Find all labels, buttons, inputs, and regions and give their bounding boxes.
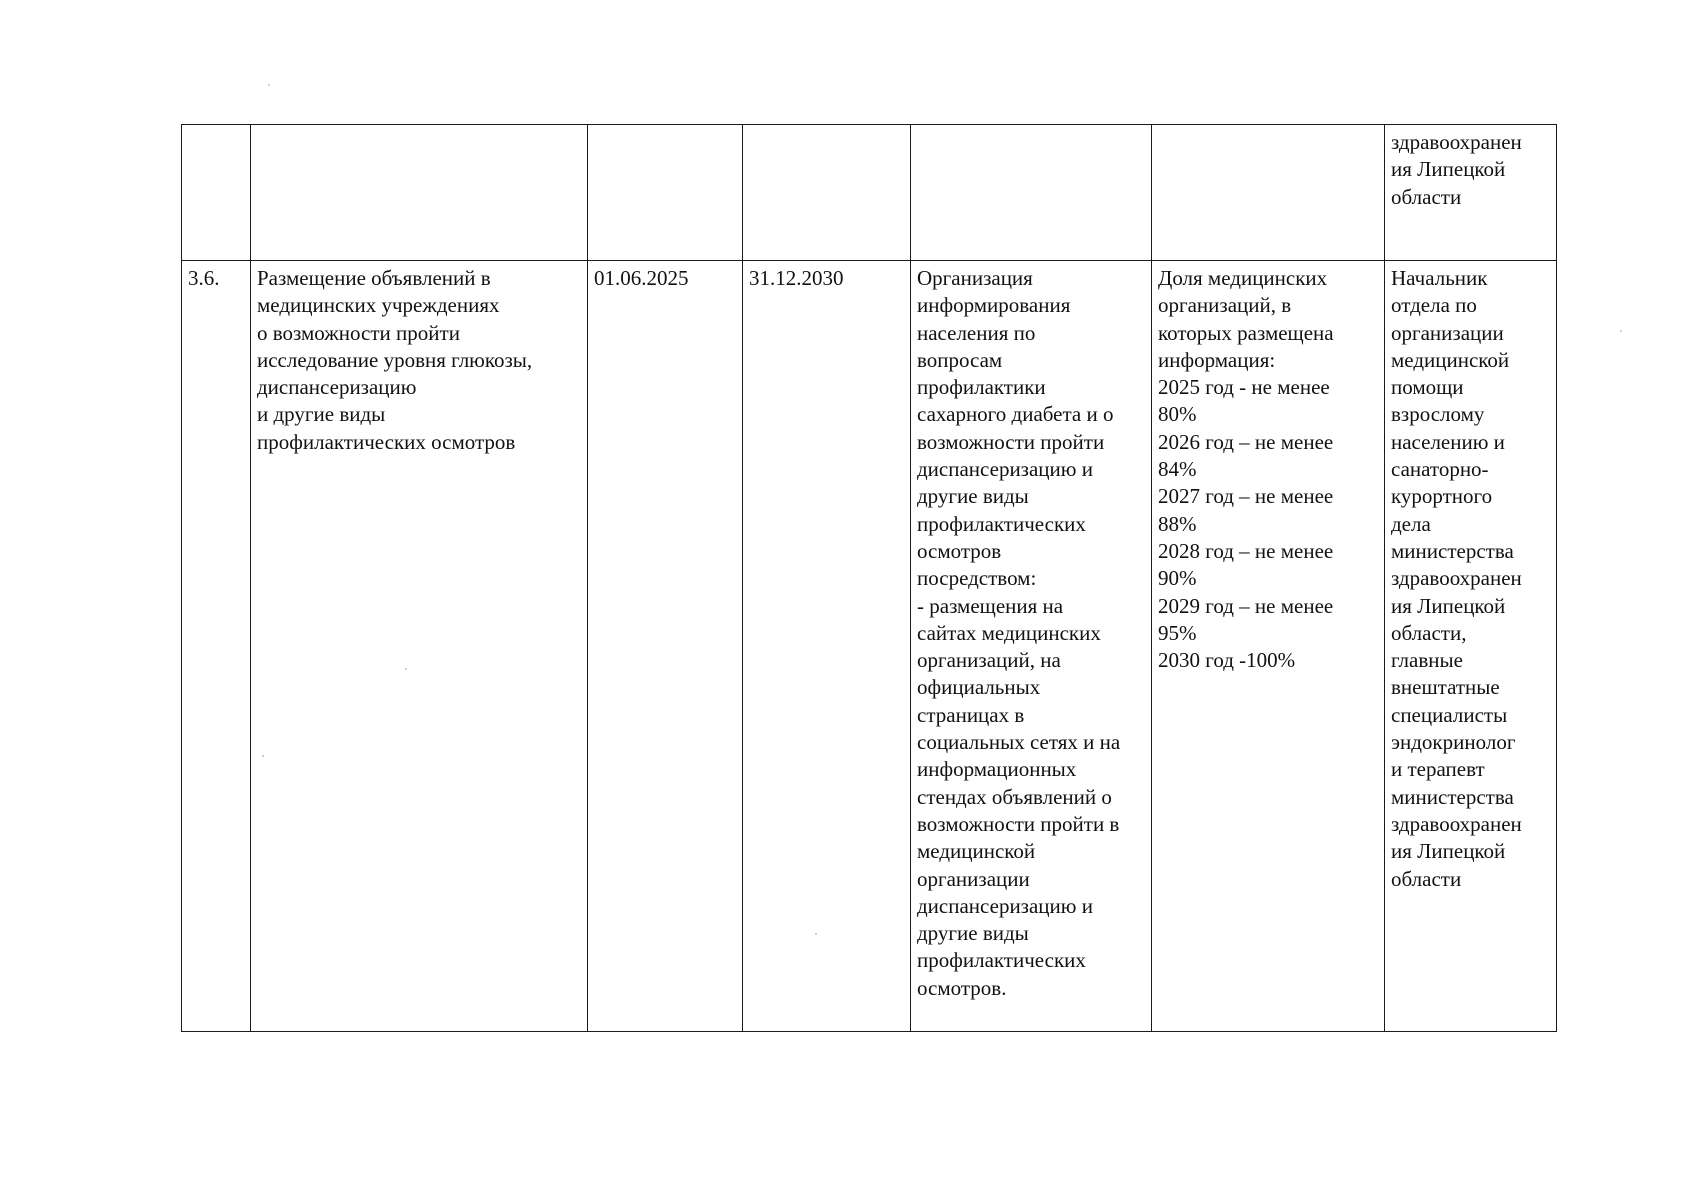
- cell-end-date: 31.12.2030: [743, 261, 911, 1032]
- cell-start-date: [588, 125, 743, 261]
- plan-table: [181, 124, 1557, 1032]
- scan-speck: [262, 755, 264, 757]
- cell-description: [251, 125, 588, 261]
- cell-indicators: [1152, 125, 1385, 261]
- cell-end-date: [743, 125, 911, 261]
- cell-start-date: 01.06.2025: [588, 261, 743, 1032]
- cell-responsible: Начальник отдела по организации медицинской помощи взрослому населению и санаторно- курортного дела министерства здравоохранен ия Липецкой области, главные внештатные специалисты эндокринолог и терапевт министерства здравоохранен ия Липецкой области: [1385, 261, 1557, 1032]
- scan-speck: [815, 933, 817, 935]
- table-row-continuation: [182, 125, 1557, 261]
- cell-number: 3.6.: [182, 261, 251, 1032]
- cell-description: Размещение объявлений в медицинских учреждениях о возможности пройти исследование уровня глюкозы, диспансеризацию и другие виды профилактических осмотров: [251, 261, 588, 1032]
- scan-speck: [1620, 330, 1622, 332]
- table-row-3-6: [182, 261, 1557, 1032]
- cell-responsible: здравоохранен ия Липецкой области: [1385, 125, 1557, 261]
- cell-activities: Организация информирования населения по вопросам профилактики сахарного диабета и о возможности пройти диспансеризацию и другие виды профилактических осмотров посредством: - размещения на сайтах медицинских организаций, на официальных страницах в социальных сетях и на информационных стендах объявлений о возможности пройти в медицинской организации диспансеризацию и другие виды профилактических осмотров.: [911, 261, 1152, 1032]
- cell-number: [182, 125, 251, 261]
- scan-speck: [268, 84, 270, 86]
- cell-activities: [911, 125, 1152, 261]
- scan-speck: [405, 668, 407, 670]
- cell-indicators: Доля медицинских организаций, в которых размещена информация: 2025 год - не менее 80% 2026 год – не менее 84% 2027 год – не менее 88% 2028 год – не менее 90% 2029 год – не менее 95% 2030 год -100%: [1152, 261, 1385, 1032]
